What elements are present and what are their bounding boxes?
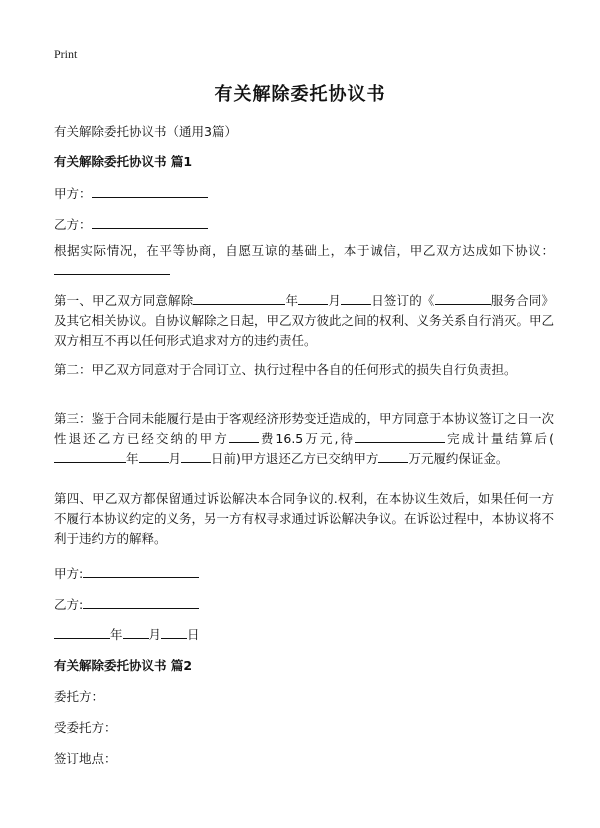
clause-3-text-c: 完成计量结算后( <box>445 431 554 446</box>
sign-a-label: 甲方: <box>54 566 84 581</box>
clause-1-year: 年 <box>285 293 299 308</box>
clause-3-month: 月 <box>168 451 182 466</box>
date-blank-year[interactable] <box>54 626 110 639</box>
clause-3-blank-year[interactable] <box>54 450 126 463</box>
clause-1-blank-year[interactable] <box>298 292 328 305</box>
party-a-label: 甲方： <box>54 186 92 201</box>
date-blank-month[interactable] <box>123 626 149 639</box>
clause-1-blank-month[interactable] <box>341 292 371 305</box>
clause-3-blank-fee[interactable] <box>229 430 259 443</box>
clause-4-paragraph: 第四、甲乙双方都保留通过诉讼解决本合同争议的.权利，在本协议生效后，如果任何一方不履行本协议约定的义务，另一方有权寻求通过诉讼解决争议。在诉讼过程中，本协议将不利于违约方的解释。 <box>54 491 555 546</box>
section-heading-1: 有关解除委托协议书 篇1 <box>54 154 193 169</box>
principal-label: 委托方： <box>54 689 105 704</box>
clause-1-month: 月 <box>328 293 342 308</box>
clause-1-day: 日签订的《 <box>371 293 435 308</box>
sign-a-blank[interactable] <box>83 565 199 578</box>
clause-3-text-a: 第三：鉴于合同未能履行是由于客观经济形势变迁造成的，甲方同意于本协议签订之日一次性退还乙方已经交纳的甲方 <box>54 411 555 446</box>
agent-label: 受委托方： <box>54 720 117 735</box>
party-b-label: 乙方： <box>54 217 92 232</box>
clause-3-paragraph <box>54 409 554 469</box>
intro-blank[interactable] <box>54 262 170 275</box>
date-month-label: 月 <box>148 627 162 642</box>
clause-3-blank-project[interactable] <box>355 430 445 443</box>
clause-3-text-b: 费16.5万元,待 <box>258 431 356 446</box>
clause-3-blank-deposit[interactable] <box>378 450 408 463</box>
sign-b-line <box>54 595 199 613</box>
clause-3-text-g: 万元履约保证金。 <box>408 451 509 466</box>
intro-paragraph <box>54 241 554 281</box>
date-year-label: 年 <box>110 627 123 642</box>
sign-a-line <box>54 564 199 582</box>
date-line <box>54 625 200 643</box>
document-title: 有关解除委托协议书 <box>214 84 386 105</box>
clause-1-blank-contract[interactable] <box>435 292 491 305</box>
date-blank-day[interactable] <box>161 626 187 639</box>
party-b-blank[interactable] <box>92 216 208 229</box>
party-a-blank[interactable] <box>92 185 208 198</box>
sign-b-blank[interactable] <box>83 596 199 609</box>
clause-3-blank-day[interactable] <box>181 450 211 463</box>
party-b-line <box>54 215 208 233</box>
sign-b-label: 乙方: <box>54 597 84 612</box>
clause-2-paragraph: 第二：甲乙双方同意对于合同订立、执行过程中各自的任何形式的损失自行负责担。 <box>54 362 517 377</box>
clause-1-blank-subject[interactable] <box>193 292 285 305</box>
document-subtitle: 有关解除委托协议书（通用3篇） <box>54 124 237 139</box>
place-label: 签订地点： <box>54 751 117 766</box>
print-link[interactable]: Print <box>54 47 78 61</box>
clause-3-blank-month[interactable] <box>139 450 169 463</box>
clause-3-year: 年 <box>126 451 139 466</box>
clause-1-text-a: 第一、甲乙双方同意解除 <box>54 293 194 308</box>
clause-3-text-f: 日前)甲方退还乙方已交纳甲方 <box>211 451 379 466</box>
date-day-label: 日 <box>187 627 200 642</box>
clause-1-paragraph <box>54 291 554 351</box>
section-heading-2: 有关解除委托协议书 篇2 <box>54 658 193 673</box>
party-a-line <box>54 184 208 202</box>
intro-text: 根据实际情况，在平等协商，自愿互谅的基础上，本于诚信，甲乙双方达成如下协议： <box>54 243 554 258</box>
clause-1-text-e: 服务合同》及其它相关协议。自协议解除之日起，甲乙双方彼此之间的权利、义务关系自行消灭。甲乙双方相互不再以任何形式追求对方的违约责任。 <box>54 293 555 348</box>
